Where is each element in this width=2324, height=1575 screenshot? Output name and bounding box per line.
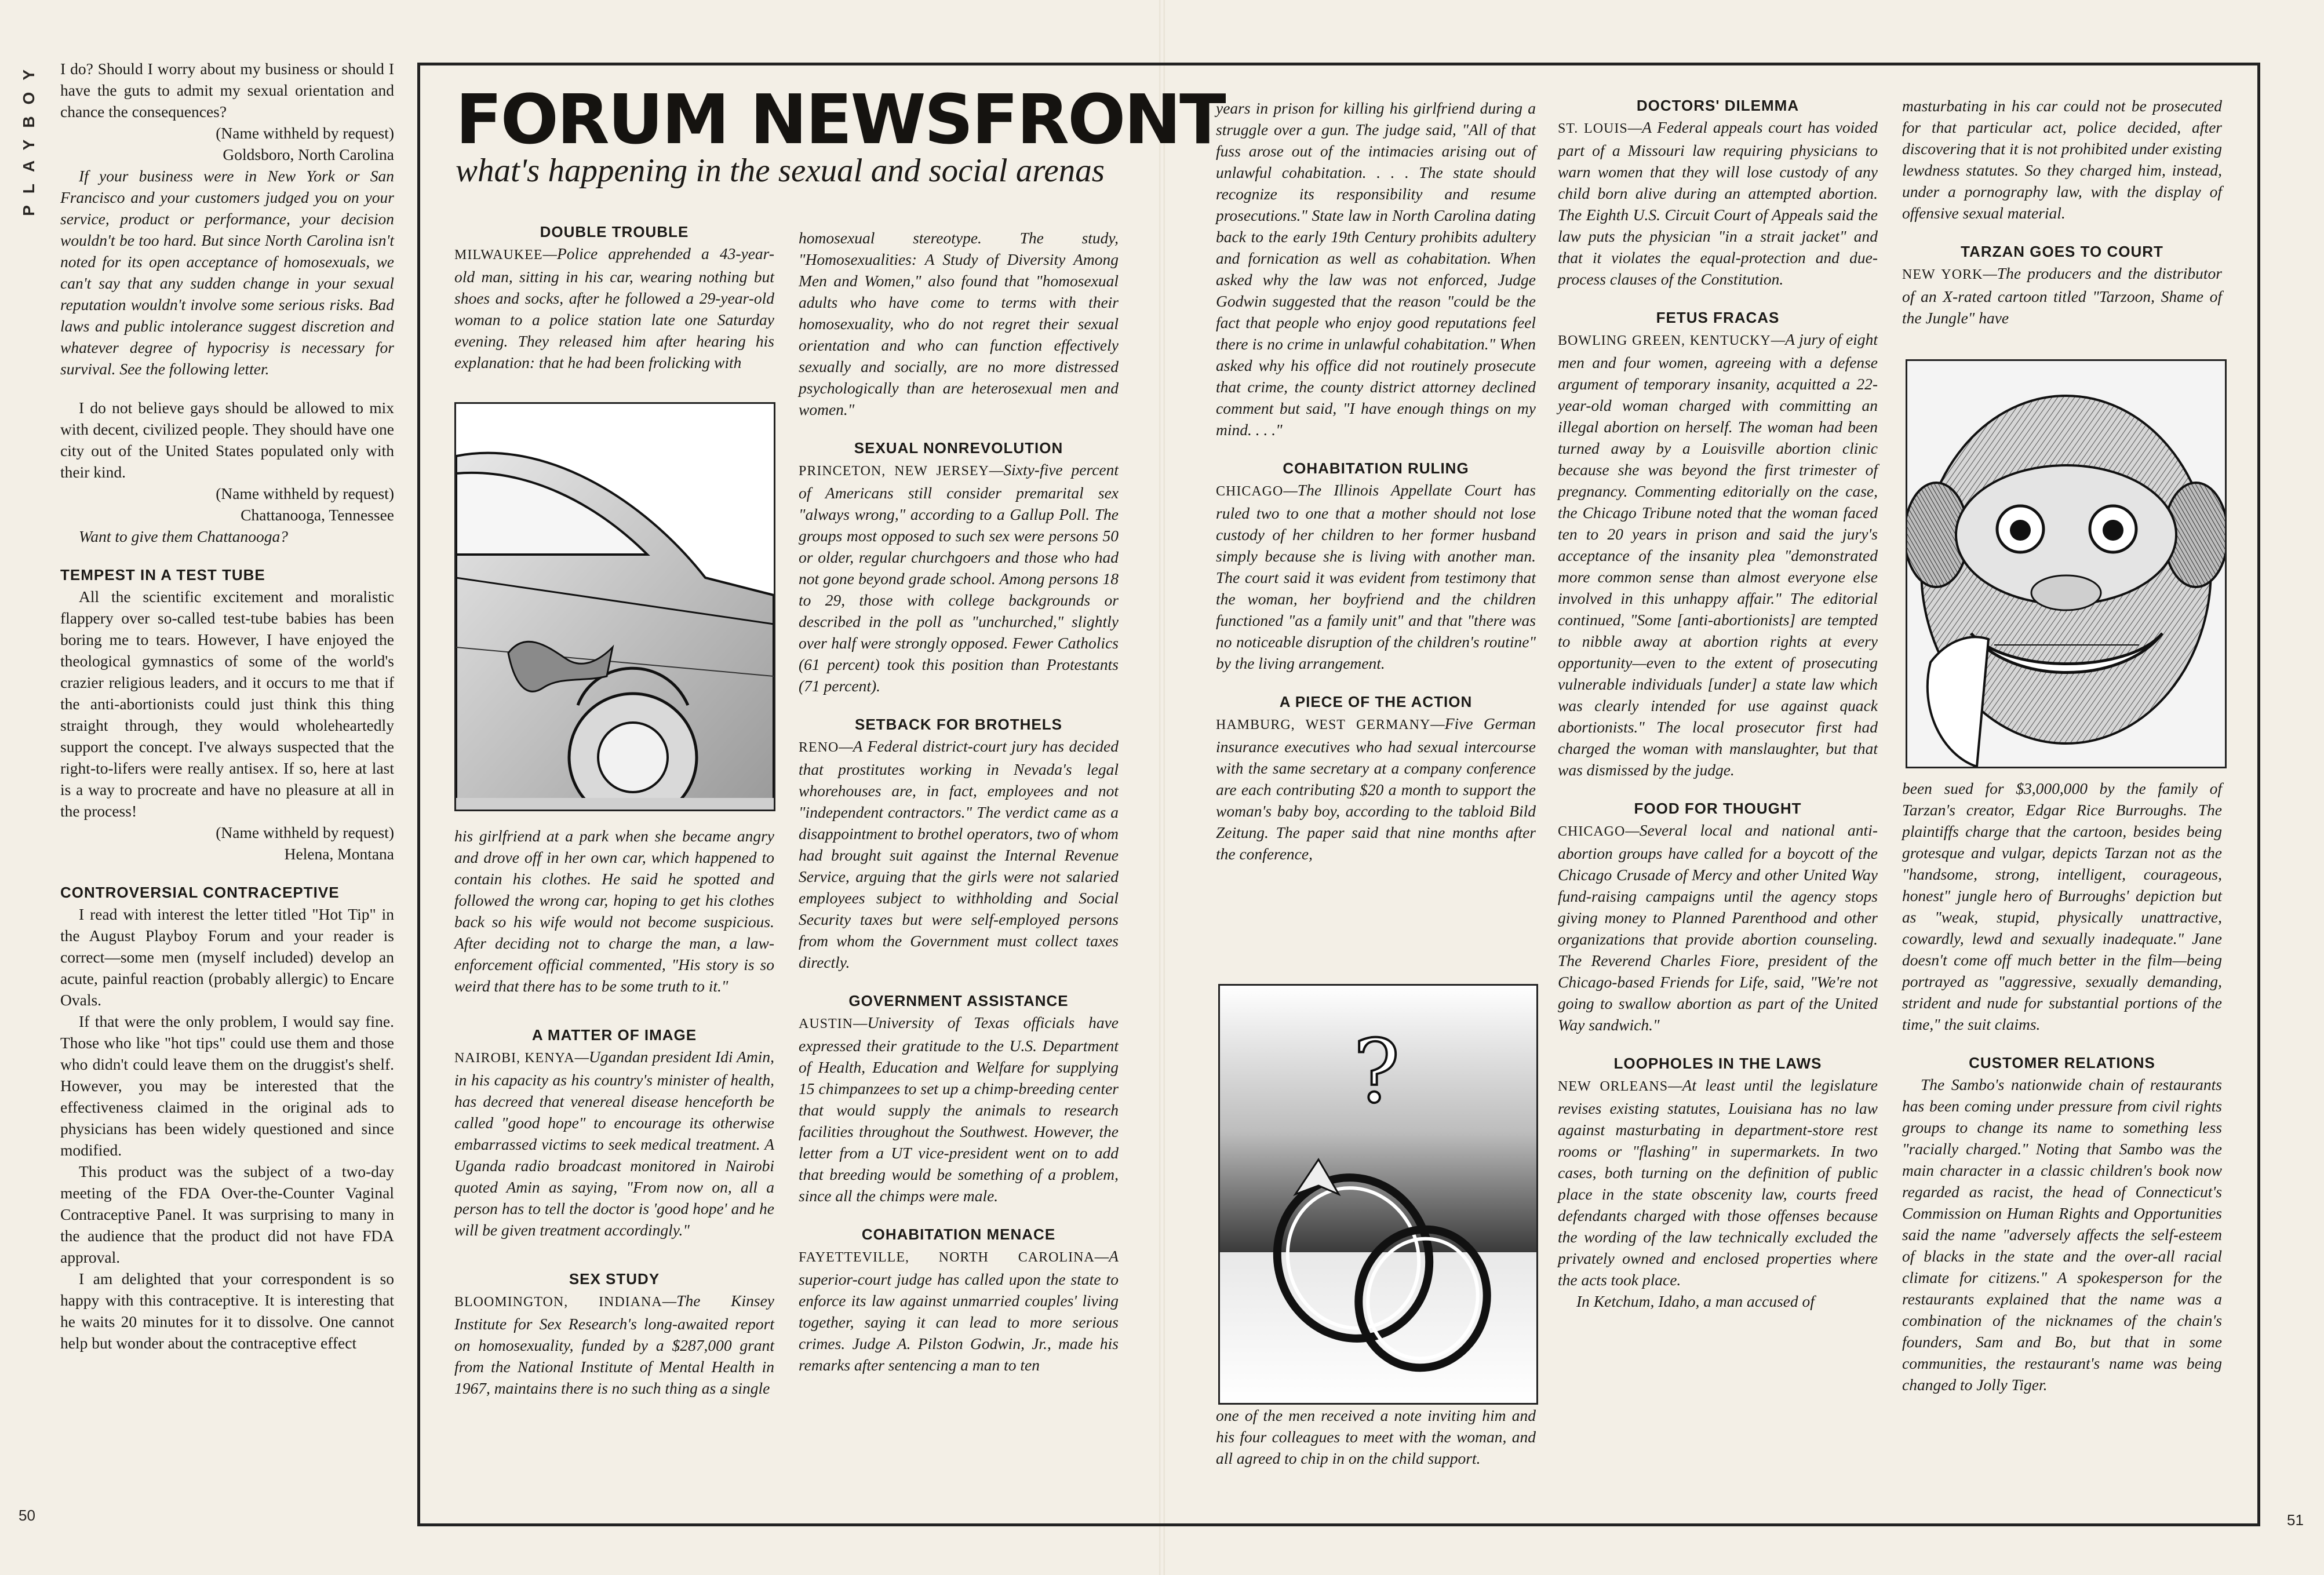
car-illustration [454, 402, 775, 811]
story-text: HAMBURG, WEST GERMANY—Five German insurance executives who had sexual intercourse with the same secretary at a company conference are each contributing $20 a month to support the woman's baby boy, according to the tabloid Bild Zeitung. The paper said that nine months after the conference, [1216, 714, 1536, 863]
svg-text:?: ? [1353, 1022, 1400, 1122]
story-text: NEW YORK—The producers and the distributor of an X-rated cartoon titled "Tarzoon, Shame of the Jungle" have [1902, 264, 2222, 327]
story-text: The Sambo's nationwide chain of restaurants has been coming under pressure from civil rights groups to change its name to something less "racially charged." Noting that Sambo was the main character in a classic children's book now regarded as racist, the head of Connecticut's Commission on Human Rights and Opportunities said the name "adversely affects the self-esteem of blacks in the state and the over-all racial climate for citizens." A spokesperson for the restaurants explained that the name was a combination of the nicknames of the chain's founders, Sam and Bo, but that in some communities, the restaurant's name was being changed to Jolly Tiger. [1902, 1075, 2222, 1394]
story-text: NEW ORLEANS—At least until the legislature revises existing statutes, Louisiana has no law against masturbating in department-store rest rooms or "flashing" in supermarkets. In two cases, both turning on the definition of public place in the state obscenity law, courts freed defendants charged with those offenses because the wording of the law technically excluded the privately owned and enclosed properties where the acts took place. [1558, 1076, 1878, 1289]
news-column-5-cont [1902, 778, 2222, 1395]
chimp-illustration [1906, 359, 2227, 768]
signature-place: Goldsboro, North Carolina [223, 145, 394, 163]
signature-place: Chattanooga, Tennessee [241, 506, 394, 524]
chimp-drawing [1907, 361, 2225, 767]
story-text: one of the men received a note inviting him and his four colleagues to meet with the woman, and all agreed to chip in on the child support. [1216, 1406, 1536, 1467]
story-text: In Ketchum, Idaho, a man accused of [1576, 1292, 1815, 1310]
news-column-3-cont [1216, 1405, 1536, 1469]
story-heading: DOUBLE TROUBLE [540, 223, 689, 240]
dateline: MILWAUKEE [454, 247, 543, 262]
signature-name: (Name withheld by request) [216, 124, 394, 142]
magazine-masthead: PLAYBOY [20, 58, 38, 216]
story-text: RENO—A Federal district-court jury has decided that prostitutes working in Nevada's legal whorehouses are, in fact, employees and not "independent contractors." The verdict came as a disappointment to brothel operators, two of whom had brought suit against the Internal Revenue Service, arguing that the girls were not salaried employees subject to withholding and Social Security taxes but were self-employed persons from whom the Government must collect taxes directly. [799, 737, 1119, 971]
news-column-1 [454, 221, 774, 373]
letter-text: All the scientific excitement and moralistic flappery over so-called test-tube babies has been boring me to tears. However, I have enjoyed the theological gymnastics of some of the world's crazier religious leaders, and it occurs to me that if the anti-abortionists could just think this thing straight through, they would wholeheartedly support the concept. I've always suspected that the right-to-lifers were really antisex. If so, here at last is a way to procreate and have no pleasure at all in the process! [60, 588, 394, 820]
letter-text: I read with interest the letter titled "Hot Tip" in the August Playboy Forum and your reader is correct—some men (myself included) develop an acute, painful reaction (probably allergic) to Encare Ovals. [60, 905, 394, 1009]
story-text: been sued for $3,000,000 by the family of Tarzan's creator, Edgar Rice Burroughs. The plaintiffs charge that the cartoon, besides being grotesque and vulgar, depicts Tarzan not as the "handsome, strong, intelligent, courageous, honest" jungle hero of Burroughs' depiction but as "weak, stupid, physically unattractive, cowardly, lewd and sexually inadequate." Jane doesn't come off much better in the film—being portrayed as "aggressive, sexually demanding, strident and nude for substantial portions of the time," the suit claims. [1902, 779, 2222, 1033]
story-text: AUSTIN—University of Texas officials have expressed their gratitude to the U.S. Department of Health, Education and Welfare for supplying 15 chimpanzees to set up a chimp-breeding center that would supply the animals to research facilities throughout the Southwest. However, the letter from a UT vice-president went on to add that breeding would be something of a problem, since all the chimps were male. [799, 1013, 1119, 1205]
story-text: PRINCETON, NEW JERSEY—Sixty-five percent of Americans still consider premarital sex "always wrong," according to a Gallup Poll. The groups most opposed to such sex were persons 50 or older, regular churchgoers and those who had not gone beyond grade school. Among persons 18 to 29, those with college backgrounds or described in the poll as "unchurched," slightly over half were strongly opposed. Fewer Catholics (61 percent) took this position than Protestants (71 percent). [799, 461, 1119, 695]
story-heading: A PIECE OF THE ACTION [1279, 693, 1473, 710]
signature-name: (Name withheld by request) [216, 484, 394, 502]
car-drawing [456, 404, 774, 810]
story-text: homosexual stereotype. The study, "Homosexualities: A Study of Diversity Among Men and Women," also found that "homosexual adults who have come to terms with their homosexuality, who do not regret their sexual orientation and who can function effectively sexually and socially, are no more distressed psychologically than are heterosexual men and women." [799, 229, 1119, 418]
letter-text: I do not believe gays should be allowed to mix with decent, civilized people. They should have one city out of the United States populated only with their kind. [60, 399, 394, 481]
story-heading: A MATTER OF IMAGE [531, 1026, 697, 1044]
story-heading: CUSTOMER RELATIONS [1969, 1054, 2155, 1071]
letters-column [60, 58, 394, 1354]
story-heading: FETUS FRACAS [1656, 309, 1780, 326]
page-subtitle: what's happening in the sexual and social arenas [456, 152, 1105, 189]
story-text: NAIROBI, KENYA—Ugandan president Idi Amin, in his capacity as his country's minister of health, has decreed that venereal disease henceforth be called "good hope" to encourage its otherwise embarrassed victims to seek medical treatment. A Uganda radio broadcast monitored in Nairobi quoted Amin as saying, "From now on, all a person has to tell the doctor is 'good hope' and he will be given treatment accordingly." [454, 1048, 774, 1239]
story-heading: COHABITATION RULING [1283, 460, 1469, 477]
rings-illustration [1218, 984, 1538, 1405]
letter-text: If that were the only problem, I would say fine. Those who like "hot tips" could use them and those who didn't could leave them on the druggist's shelf. However, you may be interested that the effectiveness claimed in the original ads to physicians has been widely questioned and since modified. [60, 1012, 394, 1159]
signature-place: Helena, Montana [284, 845, 394, 863]
story-text: CHICAGO—The Illinois Appellate Court has ruled two to one that a mother should not lose custody of her children to her former husband simply because she is living with another man. The court said it was evident from testimony that the woman, her boyfriend and the children functioned "as a family unit" and that "there was no noticeable disruption of the children's routine" by the living arrangement. [1216, 481, 1536, 672]
news-column-2 [799, 227, 1119, 1376]
page-title: FORUM NEWSFRONT [456, 79, 1225, 159]
story-heading: SETBACK FOR BROTHELS [855, 716, 1062, 733]
news-column-5 [1902, 95, 2222, 329]
story-text: CHICAGO—Several local and national anti-abortion groups have called for a boycott of the Chicago Crusade of Mercy and other United Way fund-raising campaigns until the agency stops giving money to Planned Parenthood and other organizations that provide abortion counseling. The Reverend Charles Fiore, president of the Chicago-based Friends for Life, said, "We're not going to swallow abortion as part of the United Way sandwich." [1558, 821, 1878, 1034]
story-text: BLOOMINGTON, INDIANA—The Kinsey Institute for Sex Research's long-awaited report on homosexuality, funded by a $287,000 grant from the National Institute of Mental Health in 1967, maintains there is no such thing as a single [454, 1292, 774, 1397]
story-heading: TARZAN GOES TO COURT [1961, 243, 2163, 260]
story-text: years in prison for killing his girlfriend during a struggle over a gun. The judge said, "All of that fuss arose out of the intimacies arising out of unlawful cohabitation. . . . The state should recognize its responsibility and resume prosecutions." State law in North Carolina dating back to the early 19th Century prohibits adultery and fornication as well as cohabitation. When asked why the law was not enforced, Judge Godwin suggested that the reason "could be the fact that people who enjoy good reputations feel there is no crime in unlawful cohabitation." When asked why his office did not routinely prosecute that crime, the county district attorney declined comment but said, "I have enough things on my mind. . . ." [1216, 99, 1536, 439]
letter-heading: TEMPEST IN A TEST TUBE [60, 566, 265, 584]
news-column-3 [1216, 97, 1536, 865]
signature-name: (Name withheld by request) [216, 823, 394, 841]
story-heading: SEX STUDY [569, 1270, 660, 1288]
story-text: BOWLING GREEN, KENTUCKY—A jury of eight men and four women, agreeing with a defense argument of temporary insanity, acquitted a 22-year-old woman charged with committing an illegal abortion on herself. The woman had been turned away by a Louisville abortion clinic because she was beyond the first trimester of pregnancy. Commenting editorially on the case, the Chicago Tribune noted that the woman faced ten to 20 years in prison and said the jury's acceptance of the insanity plea "demonstrated more common sense than almost everyone else involved in this unhappy affair." The editorial continued, "Some [anti-abortionists] are tempted to nibble away at abortion rights at every opportunity—even to the extent of prosecuting vulnerable individuals [under] a state law which was clearly intended for use against quack abortionists." The local prosecutor first had charged the woman with manslaughter, but that was dismissed by the judge. [1558, 330, 1878, 779]
rings-drawing [1220, 986, 1536, 1403]
story-heading: LOOPHOLES IN THE LAWS [1613, 1055, 1822, 1072]
page-number-right: 51 [2287, 1511, 2304, 1529]
letter-text: I am delighted that your correspondent is so happy with this contraceptive. It is interesting that he waits 20 minutes for it to dissolve. One cannot help but wonder about the contraceptive effect [60, 1270, 394, 1352]
letter-heading: CONTROVERSIAL CONTRACEPTIVE [60, 884, 340, 901]
story-text: ST. LOUIS—A Federal appeals court has voided part of a Missouri law requiring physicians to warn women that they will lose custody of any child born alive during an attempted abortion. The Eighth U.S. Circuit Court of Appeals said the law puts the physician "in a strait jacket" and that it violates the equal-protection and due-process clauses of the Constitution. [1558, 118, 1878, 288]
story-text: MILWAUKEE—Police apprehended a 43-year-old man, sitting in his car, wearing nothing but shoes and socks, after he followed a 29-year-old woman to a police station late one Saturday evening. They released him after hearing his explanation: that he had been frolicking with [454, 245, 774, 371]
editor-reply: If your business were in New York or San Francisco and your customers judged you on your service, product or performance, your decision wouldn't be too hard. But since North Carolina isn't noted for its open acceptance of homosexuals, we can't say that any sudden change in your sexual reputation wouldn't involve some serious risks. Bad laws and public intolerance suggest discretion and whatever degree of hypocrisy is necessary for survival. See the following letter. [60, 167, 394, 378]
news-column-4 [1558, 95, 1878, 1312]
letter-text: This product was the subject of a two-day meeting of the FDA Over-the-Counter Vaginal Contraceptive Panel. It was surprising to many in the audience that the product did not have FDA approval. [60, 1162, 394, 1266]
story-text: his girlfriend at a park when she became angry and drove off in her own car, which happened to contain his clothes. He said he spotted and followed the wrong car, hoping to get his clothes back so his wife would not become suspicious. After deciding not to charge the man, a law-enforcement official commented, "His story is so weird that there has to be some truth to it." [454, 827, 774, 995]
page-number-left: 50 [19, 1507, 35, 1524]
story-heading: SEXUAL NONREVOLUTION [854, 439, 1063, 457]
story-heading: GOVERNMENT ASSISTANCE [848, 992, 1069, 1009]
news-column-1-cont [454, 825, 774, 1399]
letter-text: I do? Should I worry about my business or should I have the guts to admit my sexual orientation and chance the consequences? [60, 60, 394, 121]
story-heading: FOOD FOR THOUGHT [1634, 800, 1802, 817]
story-heading: DOCTORS' DILEMMA [1636, 97, 1800, 114]
story-heading: COHABITATION MENACE [861, 1226, 1056, 1243]
story-text: FAYETTEVILLE, NORTH CAROLINA—A superior-court judge has called upon the state to enforce its law against unmarried couples' living together, saying it can lead to more serious crimes. Judge A. Pilston Godwin, Jr., made his remarks after sentencing a man to ten [799, 1247, 1119, 1374]
story-text: masturbating in his car could not be prosecuted for that particular act, police decided, after discovering that it is not prohibited under existing lewdness statutes. So they charged him, instead, under a pornography law, with the display of offensive sexual material. [1902, 97, 2222, 222]
editor-reply: Want to give them Chattanooga? [79, 527, 289, 545]
